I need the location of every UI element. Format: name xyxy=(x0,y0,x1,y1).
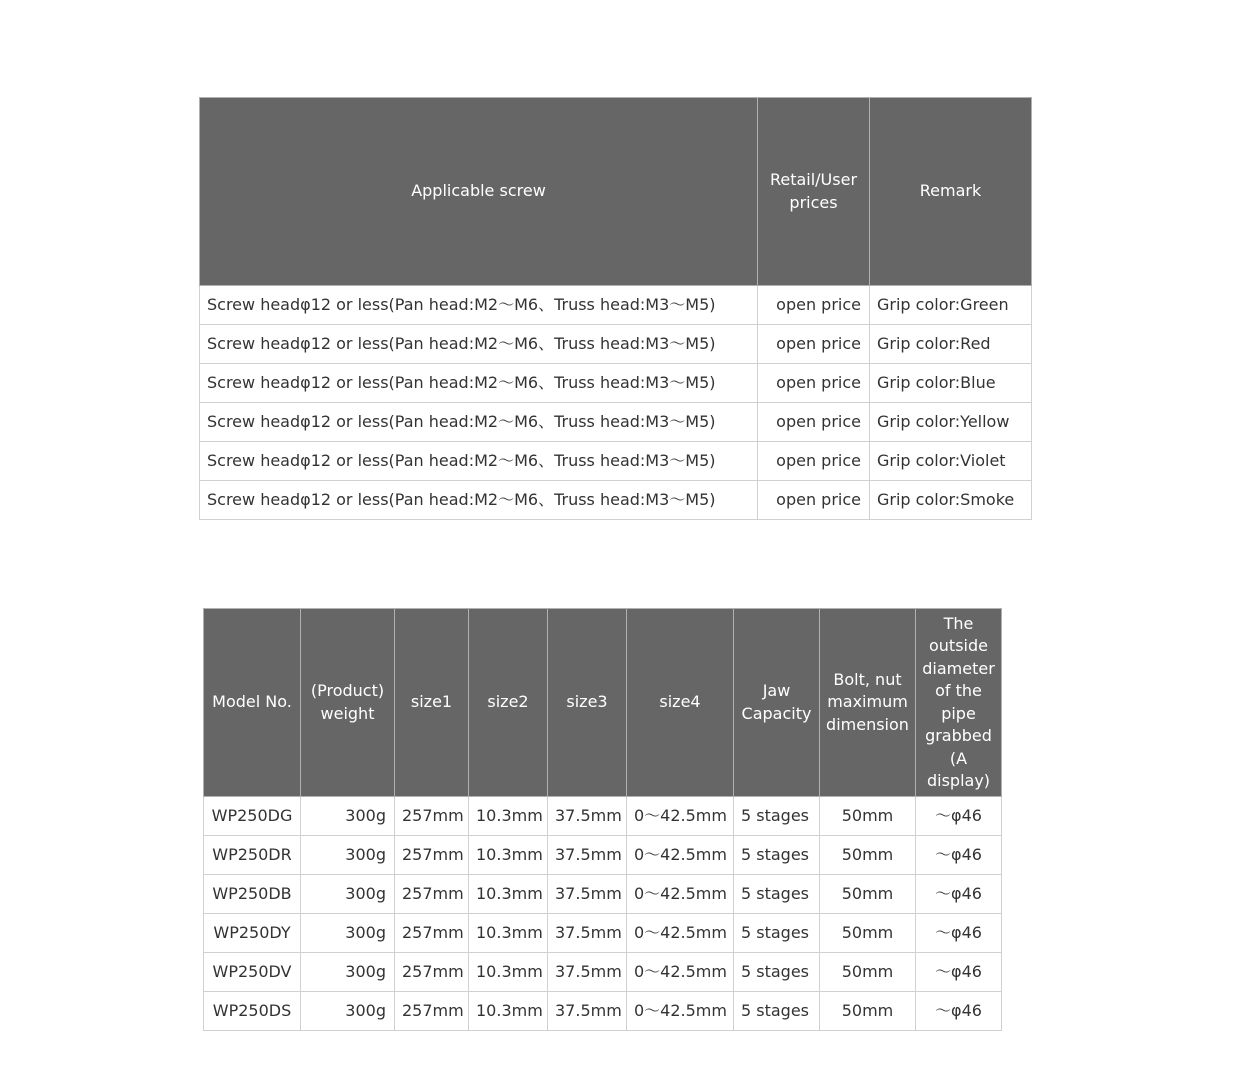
header-jaw-capacity: Jaw Capacity xyxy=(734,609,820,797)
table-row xyxy=(204,914,1002,953)
size4-cell: 0～42.5mm xyxy=(627,992,734,1031)
remark-cell: Grip color:Yellow xyxy=(870,403,1032,442)
pipe-diameter-cell: ～φ46 xyxy=(916,797,1002,836)
header-size3: size3 xyxy=(548,609,627,797)
jaw-capacity-cell: 5 stages xyxy=(734,992,820,1031)
screw-cell: Screw headφ12 or less(Pan head:M2～M6、Truss head:M3～M5) xyxy=(200,364,758,403)
size1-cell: 257mm xyxy=(395,875,469,914)
table-row xyxy=(204,875,1002,914)
bolt-nut-cell: 50mm xyxy=(820,797,916,836)
bolt-nut-cell: 50mm xyxy=(820,953,916,992)
model-no-cell: WP250DV xyxy=(204,953,301,992)
size3-cell: 37.5mm xyxy=(548,953,627,992)
remark-cell: Grip color:Red xyxy=(870,325,1032,364)
size1-cell: 257mm xyxy=(395,914,469,953)
bolt-nut-cell: 50mm xyxy=(820,914,916,953)
jaw-capacity-cell: 5 stages xyxy=(734,953,820,992)
jaw-capacity-cell: 5 stages xyxy=(734,797,820,836)
table-row xyxy=(204,953,1002,992)
header-model-no: Model No. xyxy=(204,609,301,797)
price-cell: open price xyxy=(758,403,870,442)
screw-cell: Screw headφ12 or less(Pan head:M2～M6、Truss head:M3～M5) xyxy=(200,403,758,442)
size2-cell: 10.3mm xyxy=(469,875,548,914)
size2-cell: 10.3mm xyxy=(469,953,548,992)
bolt-nut-cell: 50mm xyxy=(820,875,916,914)
header-pipe-diameter: The outside diameter of the pipe grabbed (A display) xyxy=(916,609,1002,797)
header-size2: size2 xyxy=(469,609,548,797)
product-spec-table xyxy=(203,608,1002,1031)
bolt-nut-cell: 50mm xyxy=(820,992,916,1031)
size3-cell: 37.5mm xyxy=(548,875,627,914)
remark-cell: Grip color:Blue xyxy=(870,364,1032,403)
size1-cell: 257mm xyxy=(395,992,469,1031)
table-row xyxy=(200,364,1032,403)
remark-cell: Grip color:Smoke xyxy=(870,481,1032,520)
size1-cell: 257mm xyxy=(395,836,469,875)
table-row xyxy=(204,797,1002,836)
size2-cell: 10.3mm xyxy=(469,797,548,836)
header-weight: (Product) weight xyxy=(301,609,395,797)
size3-cell: 37.5mm xyxy=(548,797,627,836)
table-row xyxy=(200,442,1032,481)
size4-cell: 0～42.5mm xyxy=(627,914,734,953)
weight-cell: 300g xyxy=(301,992,395,1031)
bolt-nut-cell: 50mm xyxy=(820,836,916,875)
weight-cell: 300g xyxy=(301,914,395,953)
pipe-diameter-cell: ～φ46 xyxy=(916,953,1002,992)
screw-cell: Screw headφ12 or less(Pan head:M2～M6、Truss head:M3～M5) xyxy=(200,325,758,364)
jaw-capacity-cell: 5 stages xyxy=(734,836,820,875)
header-applicable-screw: Applicable screw xyxy=(200,98,758,286)
header-bolt-nut-dimension: Bolt, nut maximum dimension xyxy=(820,609,916,797)
size4-cell: 0～42.5mm xyxy=(627,953,734,992)
table-row xyxy=(200,325,1032,364)
size2-cell: 10.3mm xyxy=(469,914,548,953)
size3-cell: 37.5mm xyxy=(548,836,627,875)
size1-cell: 257mm xyxy=(395,953,469,992)
size3-cell: 37.5mm xyxy=(548,992,627,1031)
model-no-cell: WP250DR xyxy=(204,836,301,875)
model-no-cell: WP250DS xyxy=(204,992,301,1031)
price-cell: open price xyxy=(758,364,870,403)
screw-cell: Screw headφ12 or less(Pan head:M2～M6、Truss head:M3～M5) xyxy=(200,442,758,481)
remark-cell: Grip color:Green xyxy=(870,286,1032,325)
screw-cell: Screw headφ12 or less(Pan head:M2～M6、Truss head:M3～M5) xyxy=(200,481,758,520)
size1-cell: 257mm xyxy=(395,797,469,836)
screw-cell: Screw headφ12 or less(Pan head:M2～M6、Truss head:M3～M5) xyxy=(200,286,758,325)
size2-cell: 10.3mm xyxy=(469,992,548,1031)
table-row xyxy=(204,836,1002,875)
table-row xyxy=(200,481,1032,520)
header-size4: size4 xyxy=(627,609,734,797)
price-cell: open price xyxy=(758,325,870,364)
size4-cell: 0～42.5mm xyxy=(627,875,734,914)
pipe-diameter-cell: ～φ46 xyxy=(916,836,1002,875)
model-no-cell: WP250DG xyxy=(204,797,301,836)
model-no-cell: WP250DY xyxy=(204,914,301,953)
jaw-capacity-cell: 5 stages xyxy=(734,914,820,953)
weight-cell: 300g xyxy=(301,875,395,914)
header-retail-prices: Retail/User prices xyxy=(758,98,870,286)
price-cell: open price xyxy=(758,286,870,325)
table-row xyxy=(200,286,1032,325)
header-remark: Remark xyxy=(870,98,1032,286)
table-header-row xyxy=(200,98,1032,286)
size4-cell: 0～42.5mm xyxy=(627,836,734,875)
table-header-row xyxy=(204,609,1002,797)
price-cell: open price xyxy=(758,481,870,520)
applicable-screw-table xyxy=(199,97,1032,520)
remark-cell: Grip color:Violet xyxy=(870,442,1032,481)
pipe-diameter-cell: ～φ46 xyxy=(916,914,1002,953)
jaw-capacity-cell: 5 stages xyxy=(734,875,820,914)
price-cell: open price xyxy=(758,442,870,481)
header-size1: size1 xyxy=(395,609,469,797)
size3-cell: 37.5mm xyxy=(548,914,627,953)
pipe-diameter-cell: ～φ46 xyxy=(916,875,1002,914)
weight-cell: 300g xyxy=(301,836,395,875)
weight-cell: 300g xyxy=(301,797,395,836)
weight-cell: 300g xyxy=(301,953,395,992)
table-row xyxy=(204,992,1002,1031)
model-no-cell: WP250DB xyxy=(204,875,301,914)
table-row xyxy=(200,403,1032,442)
size4-cell: 0～42.5mm xyxy=(627,797,734,836)
pipe-diameter-cell: ～φ46 xyxy=(916,992,1002,1031)
size2-cell: 10.3mm xyxy=(469,836,548,875)
